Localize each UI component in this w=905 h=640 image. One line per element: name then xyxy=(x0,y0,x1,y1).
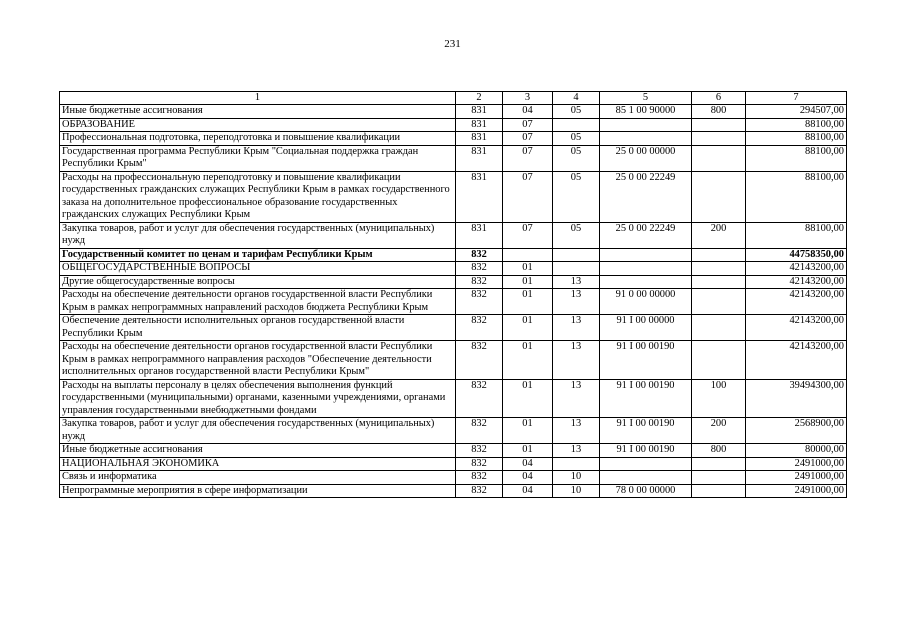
row-section-code: 01 xyxy=(503,379,553,418)
row-expense-type: 800 xyxy=(692,105,746,119)
row-name: Обеспечение деятельности исполнительных органов государственной власти Республики Крым xyxy=(60,315,456,341)
row-name: Иные бюджетные ассигнования xyxy=(60,444,456,458)
row-department-code: 832 xyxy=(456,248,503,262)
table-row xyxy=(60,471,847,485)
row-expense-type xyxy=(692,262,746,276)
row-name: ОБРАЗОВАНИЕ xyxy=(60,118,456,132)
table-row xyxy=(60,222,847,248)
row-amount: 88100,00 xyxy=(746,222,847,248)
table-row xyxy=(60,315,847,341)
row-subsection-code xyxy=(553,262,600,276)
row-name: Расходы на выплаты персоналу в целях обеспечения выполнения функций государственными (муниципальными) органами, казенными учреждениями, органами управления государственными внебюджетными фондами xyxy=(60,379,456,418)
row-department-code: 831 xyxy=(456,171,503,222)
table-header xyxy=(60,92,847,105)
row-department-code: 832 xyxy=(456,418,503,444)
row-department-code: 831 xyxy=(456,132,503,146)
row-expense-type: 800 xyxy=(692,444,746,458)
row-subsection-code xyxy=(553,118,600,132)
row-target-article xyxy=(600,457,692,471)
row-department-code: 832 xyxy=(456,444,503,458)
row-target-article xyxy=(600,132,692,146)
row-target-article: 25 0 00 00000 xyxy=(600,145,692,171)
row-section-code: 07 xyxy=(503,171,553,222)
row-subsection-code: 05 xyxy=(553,222,600,248)
row-target-article xyxy=(600,275,692,289)
row-name: Связь и информатика xyxy=(60,471,456,485)
row-subsection-code: 13 xyxy=(553,315,600,341)
row-amount: 2491000,00 xyxy=(746,457,847,471)
row-expense-type: 200 xyxy=(692,418,746,444)
row-department-code: 831 xyxy=(456,118,503,132)
row-expense-type xyxy=(692,341,746,380)
row-amount: 42143200,00 xyxy=(746,275,847,289)
row-section-code: 01 xyxy=(503,289,553,315)
row-amount: 88100,00 xyxy=(746,171,847,222)
row-target-article: 91 I 00 00190 xyxy=(600,444,692,458)
row-subsection-code: 05 xyxy=(553,171,600,222)
row-amount: 2491000,00 xyxy=(746,471,847,485)
row-section-code: 01 xyxy=(503,418,553,444)
table-row xyxy=(60,341,847,380)
row-section-code: 04 xyxy=(503,457,553,471)
table-row xyxy=(60,444,847,458)
row-expense-type xyxy=(692,275,746,289)
row-department-code: 832 xyxy=(456,484,503,498)
header-col-2: 2 xyxy=(456,92,503,105)
table-row xyxy=(60,171,847,222)
row-section-code: 01 xyxy=(503,444,553,458)
row-subsection-code: 13 xyxy=(553,289,600,315)
row-target-article xyxy=(600,248,692,262)
page-number: 231 xyxy=(444,38,461,50)
row-section-code: 01 xyxy=(503,275,553,289)
row-name: Закупка товаров, работ и услуг для обеспечения государственных (муниципальных) нужд xyxy=(60,222,456,248)
row-target-article: 25 0 00 22249 xyxy=(600,171,692,222)
row-amount: 42143200,00 xyxy=(746,289,847,315)
header-col-7: 7 xyxy=(746,92,847,105)
row-department-code: 831 xyxy=(456,145,503,171)
row-department-code: 832 xyxy=(456,275,503,289)
row-expense-type xyxy=(692,457,746,471)
row-expense-type xyxy=(692,171,746,222)
header-col-1: 1 xyxy=(60,92,456,105)
row-department-code: 831 xyxy=(456,222,503,248)
table-body xyxy=(60,105,847,498)
row-name: ОБЩЕГОСУДАРСТВЕННЫЕ ВОПРОСЫ xyxy=(60,262,456,276)
table-row xyxy=(60,105,847,119)
table-row xyxy=(60,418,847,444)
row-amount: 88100,00 xyxy=(746,132,847,146)
row-expense-type xyxy=(692,471,746,485)
row-target-article: 91 I 00 00190 xyxy=(600,418,692,444)
row-name: НАЦИОНАЛЬНАЯ ЭКОНОМИКА xyxy=(60,457,456,471)
row-name: Расходы на профессиональную переподготовку и повышение квалификации государственных гражданских служащих Республики Крым в рамках государственного заказа на дополнительное профессиональное образование государственных гражданских служащих Республики Крым xyxy=(60,171,456,222)
row-subsection-code: 13 xyxy=(553,341,600,380)
row-section-code: 04 xyxy=(503,105,553,119)
table-row xyxy=(60,457,847,471)
row-expense-type xyxy=(692,248,746,262)
row-name: Государственная программа Республики Крым "Социальная поддержка граждан Республики Крым" xyxy=(60,145,456,171)
row-section-code: 01 xyxy=(503,315,553,341)
table-row xyxy=(60,145,847,171)
row-subsection-code: 05 xyxy=(553,132,600,146)
row-amount: 88100,00 xyxy=(746,145,847,171)
row-amount: 42143200,00 xyxy=(746,341,847,380)
row-name: Иные бюджетные ассигнования xyxy=(60,105,456,119)
row-department-code: 832 xyxy=(456,457,503,471)
header-col-5: 5 xyxy=(600,92,692,105)
row-department-code: 832 xyxy=(456,289,503,315)
row-expense-type xyxy=(692,315,746,341)
row-amount: 44758350,00 xyxy=(746,248,847,262)
table-row xyxy=(60,118,847,132)
table-row xyxy=(60,132,847,146)
row-name: Расходы на обеспечение деятельности органов государственной власти Республики Крым в рамках непрограммного направления расходов "Обеспечение деятельности исполнительных органов государственной власти Республики Крым" xyxy=(60,341,456,380)
row-name: Государственный комитет по ценам и тарифам Республики Крым xyxy=(60,248,456,262)
row-name: Закупка товаров, работ и услуг для обеспечения государственных (муниципальных) нужд xyxy=(60,418,456,444)
row-subsection-code: 13 xyxy=(553,444,600,458)
row-expense-type xyxy=(692,145,746,171)
row-target-article xyxy=(600,118,692,132)
row-amount: 2491000,00 xyxy=(746,484,847,498)
row-target-article: 91 I 00 00190 xyxy=(600,341,692,380)
row-target-article: 91 0 00 00000 xyxy=(600,289,692,315)
table-row xyxy=(60,275,847,289)
header-col-6: 6 xyxy=(692,92,746,105)
row-amount: 39494300,00 xyxy=(746,379,847,418)
row-section-code: 07 xyxy=(503,145,553,171)
row-department-code: 832 xyxy=(456,471,503,485)
row-name: Профессиональная подготовка, переподготовка и повышение квалификации xyxy=(60,132,456,146)
row-target-article: 25 0 00 22249 xyxy=(600,222,692,248)
row-section-code: 01 xyxy=(503,341,553,380)
row-department-code: 832 xyxy=(456,315,503,341)
row-target-article: 91 I 00 00190 xyxy=(600,379,692,418)
row-amount: 294507,00 xyxy=(746,105,847,119)
table-row xyxy=(60,289,847,315)
row-expense-type xyxy=(692,118,746,132)
row-section-code: 01 xyxy=(503,262,553,276)
row-target-article xyxy=(600,471,692,485)
row-section-code xyxy=(503,248,553,262)
row-expense-type: 100 xyxy=(692,379,746,418)
budget-table xyxy=(59,91,847,498)
row-target-article: 91 I 00 00000 xyxy=(600,315,692,341)
row-name: Расходы на обеспечение деятельности органов государственной власти Республики Крым в рамках непрограммных направлений расходов бюджета Республики Крым xyxy=(60,289,456,315)
row-subsection-code: 10 xyxy=(553,471,600,485)
row-amount: 42143200,00 xyxy=(746,262,847,276)
header-col-4: 4 xyxy=(553,92,600,105)
row-department-code: 832 xyxy=(456,262,503,276)
row-name: Непрограммные мероприятия в сфере информатизации xyxy=(60,484,456,498)
row-target-article: 78 0 00 00000 xyxy=(600,484,692,498)
row-expense-type xyxy=(692,289,746,315)
table-row xyxy=(60,262,847,276)
row-amount: 88100,00 xyxy=(746,118,847,132)
row-section-code: 04 xyxy=(503,471,553,485)
row-subsection-code: 13 xyxy=(553,275,600,289)
row-amount: 2568900,00 xyxy=(746,418,847,444)
row-name: Другие общегосударственные вопросы xyxy=(60,275,456,289)
row-amount: 42143200,00 xyxy=(746,315,847,341)
row-expense-type xyxy=(692,484,746,498)
row-section-code: 07 xyxy=(503,222,553,248)
table-row xyxy=(60,379,847,418)
row-section-code: 07 xyxy=(503,118,553,132)
row-amount: 80000,00 xyxy=(746,444,847,458)
row-subsection-code: 10 xyxy=(553,484,600,498)
row-department-code: 831 xyxy=(456,105,503,119)
table-row xyxy=(60,484,847,498)
row-expense-type xyxy=(692,132,746,146)
row-subsection-code xyxy=(553,457,600,471)
row-subsection-code: 13 xyxy=(553,379,600,418)
row-section-code: 04 xyxy=(503,484,553,498)
row-department-code: 832 xyxy=(456,379,503,418)
row-department-code: 832 xyxy=(456,341,503,380)
row-subsection-code xyxy=(553,248,600,262)
row-subsection-code: 05 xyxy=(553,105,600,119)
row-subsection-code: 13 xyxy=(553,418,600,444)
row-expense-type: 200 xyxy=(692,222,746,248)
row-section-code: 07 xyxy=(503,132,553,146)
row-subsection-code: 05 xyxy=(553,145,600,171)
header-row xyxy=(60,92,847,105)
row-target-article xyxy=(600,262,692,276)
row-target-article: 85 1 00 90000 xyxy=(600,105,692,119)
header-col-3: 3 xyxy=(503,92,553,105)
table-row xyxy=(60,248,847,262)
